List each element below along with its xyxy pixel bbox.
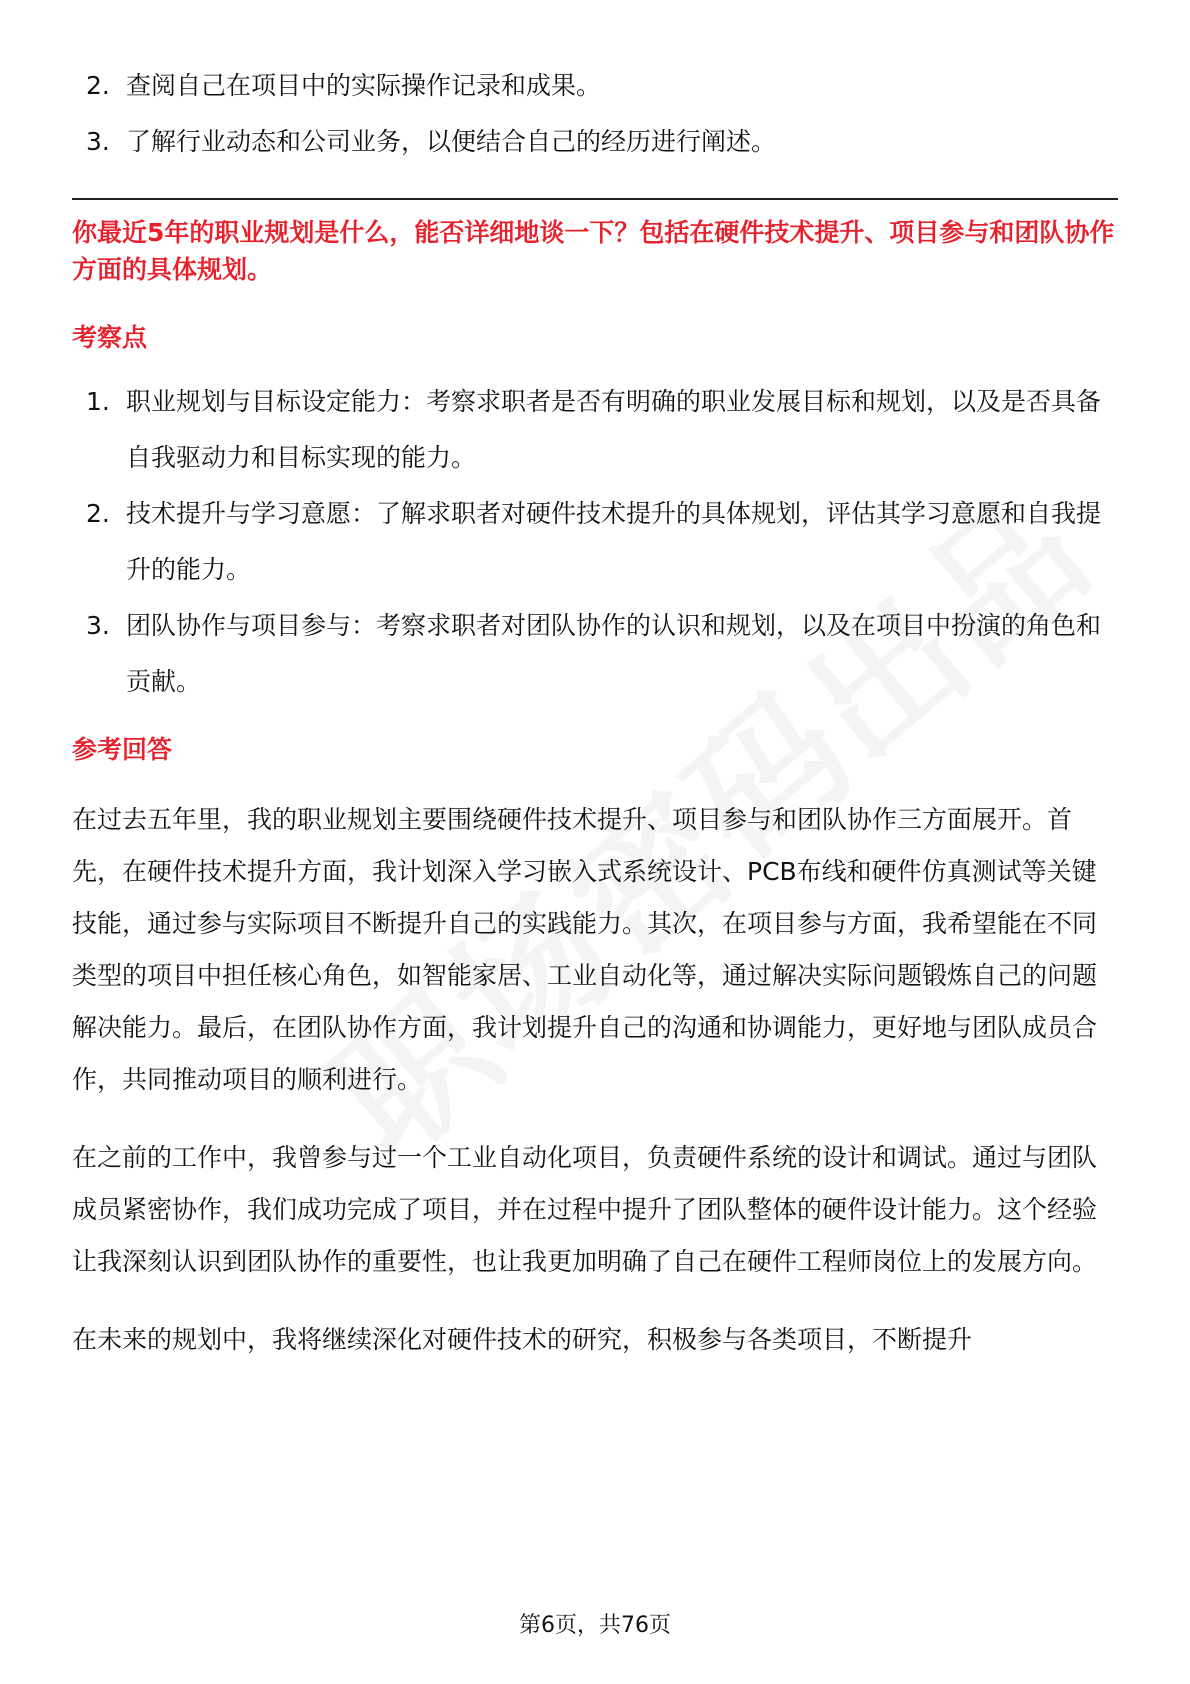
answer-paragraph: 在过去五年里，我的职业规划主要围绕硬件技术提升、项目参与和团队协作三方面展开。首先，在硬件技术提升方面，我计划深入学习嵌入式系统设计、PCB布线和硬件仿真测试等关键技能，通过参与实际项目不断提升自己的实践能力。其次，在项目参与方面，我希望能在不同类型的项目中担任核心角色，如智能家居、工业自动化等，通过解决实际问题锻炼自己的问题解决能力。最后，在团队协作方面，我计划提升自己的沟通和协调能力，更好地与团队成员合作，共同推动项目的顺利进行。 (72, 805, 1098, 1094)
page-footer: 第6页，共76页 (519, 1613, 671, 1638)
list-number: 3. (86, 127, 110, 156)
focus-list (72, 374, 1118, 710)
list-item (72, 58, 1118, 114)
answer-heading: 参考回答 (72, 735, 173, 764)
list-item (72, 374, 1118, 486)
section-divider (72, 198, 1118, 200)
answer-paragraph: 在之前的工作中，我曾参与过一个工业自动化项目，负责硬件系统的设计和调试。通过与团队成员紧密协作，我们成功完成了项目，并在过程中提升了团队整体的硬件设计能力。这个经验让我深刻认识到团队协作的重要性，也让我更加明确了自己在硬件工程师岗位上的发展方向。 (72, 1143, 1098, 1276)
list-text: 了解行业动态和公司业务，以便结合自己的经历进行阐述。 (126, 127, 777, 156)
list-number: 2. (86, 71, 110, 100)
list-text: 查阅自己在项目中的实际操作记录和成果。 (126, 71, 602, 100)
page-content (72, 58, 1118, 1392)
list-item (72, 598, 1118, 710)
preparation-list (72, 58, 1118, 170)
list-item (72, 486, 1118, 598)
list-text: 职业规划与目标设定能力：考察求职者是否有明确的职业发展目标和规划，以及是否具备自我驱动力和目标实现的能力。 (126, 387, 1102, 472)
list-text: 团队协作与项目参与：考察求职者对团队协作的认识和规划，以及在项目中扮演的角色和贡献。 (126, 611, 1102, 696)
focus-heading: 考察点 (72, 323, 148, 352)
interview-question: 你最近5年的职业规划是什么，能否详细地谈一下？包括在硬件技术提升、项目参与和团队协作方面的具体规划。 (72, 218, 1115, 284)
list-number: 2. (86, 499, 110, 528)
list-number: 1. (86, 387, 110, 416)
list-item (72, 114, 1118, 170)
answer-paragraph: 在未来的规划中，我将继续深化对硬件技术的研究，积极参与各类项目，不断提升 (72, 1325, 973, 1354)
list-number: 3. (86, 611, 110, 640)
list-text: 技术提升与学习意愿：了解求职者对硬件技术提升的具体规划，评估其学习意愿和自我提升的能力。 (126, 499, 1102, 584)
